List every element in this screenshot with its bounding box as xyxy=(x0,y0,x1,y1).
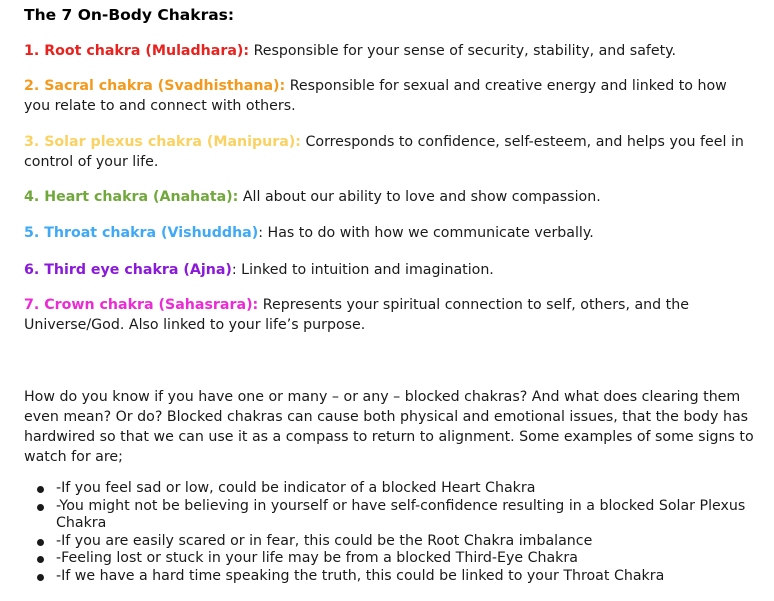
chakra-item-solar-plexus xyxy=(24,132,754,172)
bullet-icon xyxy=(37,539,44,546)
chakra-name: 5. Throat chakra (Vishuddha) xyxy=(24,225,259,241)
list-item xyxy=(24,480,759,498)
chakra-name: 3. Solar plexus chakra (Manipura): xyxy=(24,134,301,150)
section-title: The 7 On-Body Chakras: xyxy=(24,6,235,24)
chakra-item-third-eye xyxy=(24,260,754,280)
intro-paragraph: How do you know if you have one or many – or any – blocked chakras? And what does clearing them even mean? Or do? Blocked chakras can cause both physical and emotional issues, that the body has hardwired so that we can use it as a compass to return to alignment. Some examples of some signs to watch for are; xyxy=(24,389,754,465)
list-item xyxy=(24,550,759,568)
chakra-item-throat xyxy=(24,223,754,243)
list-item xyxy=(24,568,759,586)
list-item xyxy=(24,533,759,551)
chakra-description: All about our ability to love and show compassion. xyxy=(238,189,601,205)
list-item-text: -You might not be believing in yourself or have self-confidence resulting in a blocked Solar Plexus Chakra xyxy=(56,497,746,532)
bullet-icon xyxy=(37,486,44,493)
chakra-description: Responsible for sexual and creative energy and linked to how you relate to and connect with others. xyxy=(24,78,727,114)
chakra-description: Represents your spiritual connection to self, others, and the Universe/God. Also linked to your life’s purpose. xyxy=(24,297,689,333)
signs-list xyxy=(24,480,759,586)
chakra-description: Corresponds to confidence, self-esteem, and helps you feel in control of your life. xyxy=(24,134,744,170)
chakra-description: : Linked to intuition and imagination. xyxy=(231,262,494,278)
chakra-name: 7. Crown chakra (Sahasrara): xyxy=(24,297,259,313)
chakra-name: 2. Sacral chakra (Svadhisthana): xyxy=(24,78,286,94)
chakra-name: 1. Root chakra (Muladhara): xyxy=(24,43,250,59)
chakra-item-root xyxy=(24,41,754,61)
bullet-icon xyxy=(37,574,44,581)
bullet-icon xyxy=(37,556,44,563)
bullet-icon xyxy=(37,504,44,511)
chakra-name: 6. Third eye chakra (Ajna) xyxy=(24,262,232,278)
list-item-text: -If you feel sad or low, could be indicator of a blocked Heart Chakra xyxy=(56,480,536,496)
list-item xyxy=(24,498,759,533)
list-item-text: -Feeling lost or stuck in your life may be from a blocked Third-Eye Chakra xyxy=(56,550,578,567)
chakra-item-crown xyxy=(24,295,754,335)
chakra-item-heart xyxy=(24,187,754,207)
chakra-name: 4. Heart chakra (Anahata): xyxy=(24,189,239,205)
chakra-description: : Has to do with how we communicate verbally. xyxy=(258,225,594,241)
list-item-text: -If we have a hard time speaking the truth, this could be linked to your Throat Chakra xyxy=(56,567,665,584)
chakra-description: Responsible for your sense of security, stability, and safety. xyxy=(249,43,677,59)
chakra-item-sacral xyxy=(24,76,754,116)
list-item-text: -If you are easily scared or in fear, this could be the Root Chakra imbalance xyxy=(56,532,593,549)
